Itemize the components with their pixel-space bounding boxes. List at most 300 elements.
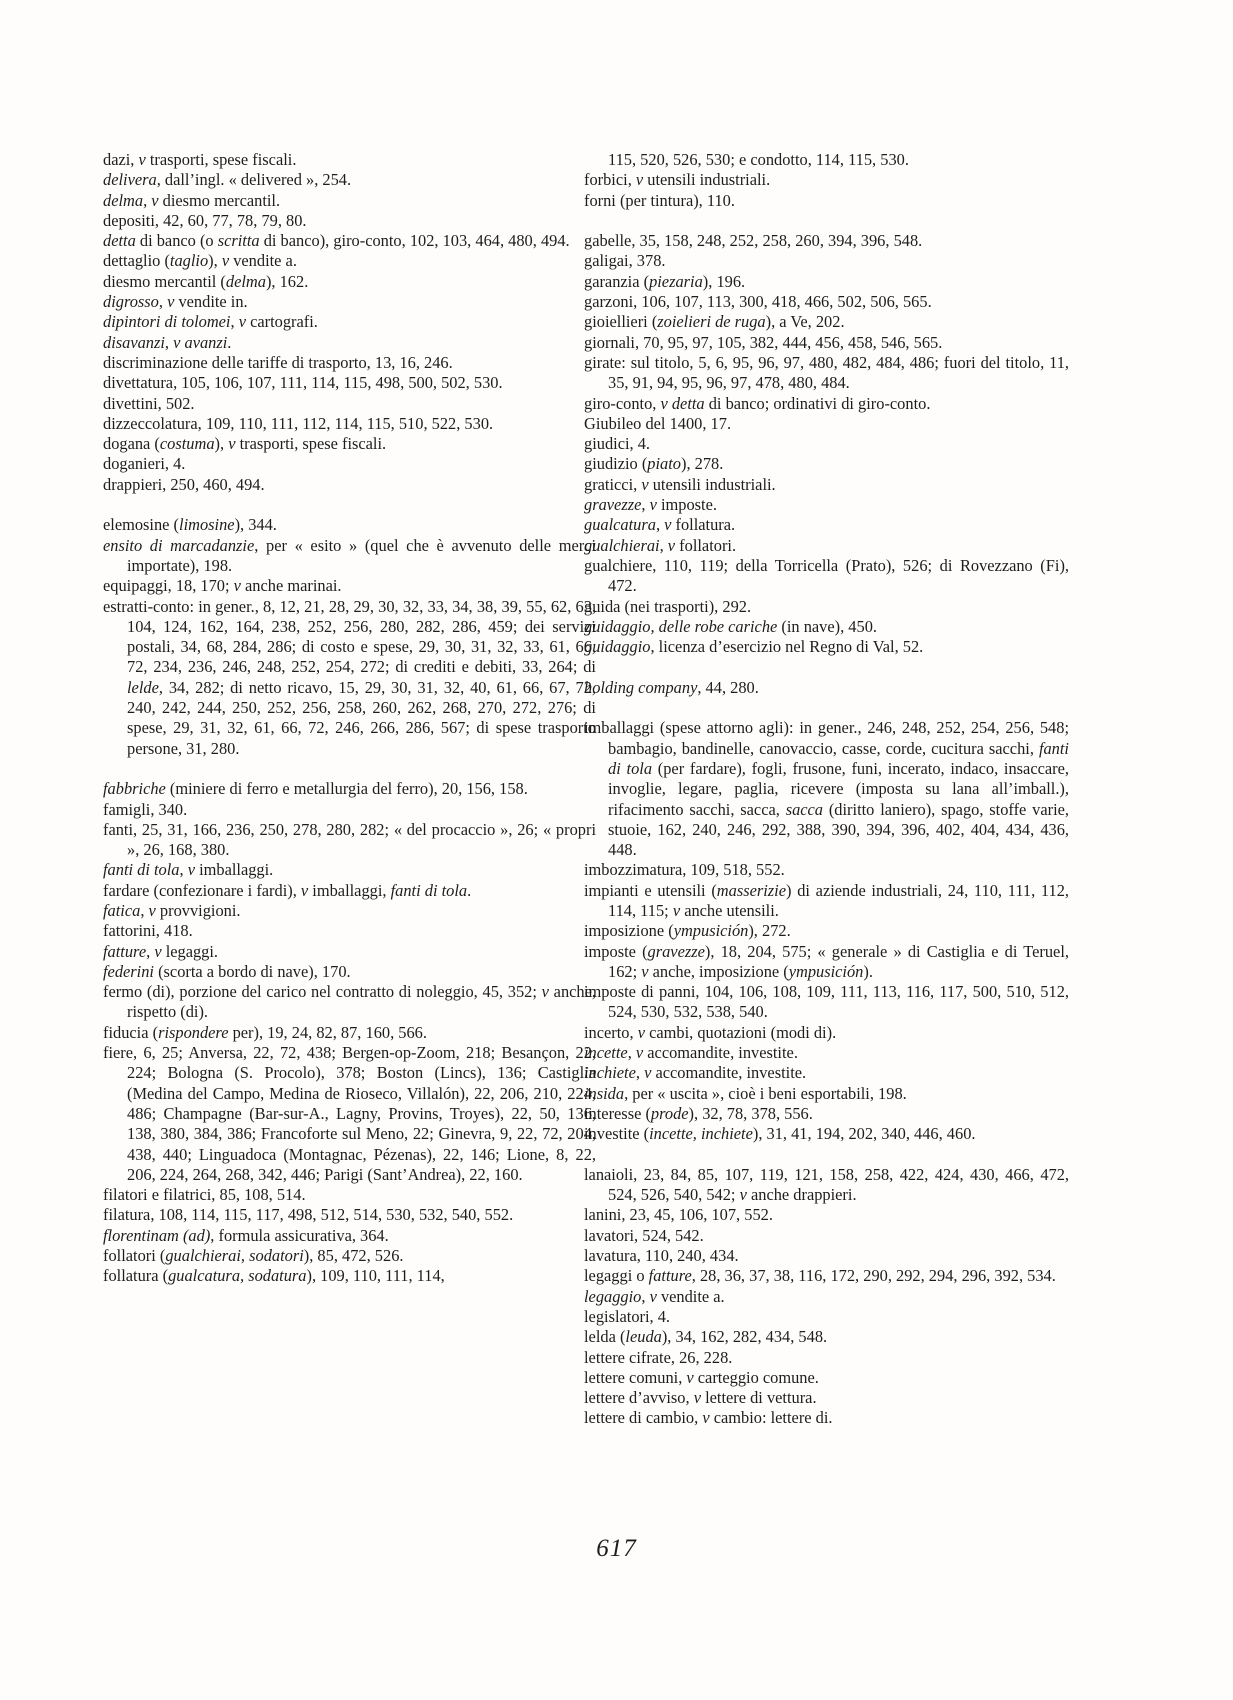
index-entry: [584, 1063, 1069, 1083]
italic-term: v: [641, 961, 649, 981]
entry-text: lavatura, 110, 240, 434.: [584, 1246, 739, 1266]
continued-entry: 115, 520, 526, 530; e condotto, 114, 115, 530.: [608, 150, 909, 169]
italic-term: gualcatura: [584, 515, 656, 535]
index-entry: [584, 1307, 1069, 1327]
entry-text: ,: [627, 1043, 636, 1063]
entry-text: filatori e filatrici, 85, 108, 514.: [103, 1185, 306, 1205]
entry-text: , per « esito » (quel che è avvenuto delle merci importate), 198.: [127, 535, 597, 575]
italic-term: v: [221, 251, 230, 271]
italic-term: gualchierai, sodatori: [165, 1246, 304, 1266]
entry-text: graticci,: [584, 474, 642, 494]
italic-term: v: [167, 292, 175, 312]
index-entry: [584, 921, 1069, 941]
italic-term: v: [228, 434, 236, 454]
entry-text: divettatura, 105, 106, 107, 111, 114, 115, 498, 500, 502, 530.: [103, 373, 503, 393]
entry-text: equipaggi, 18, 170;: [103, 576, 234, 596]
index-entry: [103, 800, 596, 820]
index-entry: [584, 454, 1069, 474]
index-entry: [584, 1205, 1069, 1225]
index-entry: [103, 962, 596, 982]
entry-text: fermo (di), porzione del carico nel contratto di noleggio, 45, 352;: [103, 982, 542, 1002]
entry-text: di banco (o: [135, 231, 218, 251]
italic-term: scritta: [217, 231, 260, 251]
index-entry: [103, 373, 596, 393]
entry-text: drappieri, 250, 460, 494.: [103, 474, 265, 494]
section-gap: [103, 759, 596, 779]
entry-text: lanaioli, 23, 84, 85, 107, 119, 121, 158, 258, 422, 424, 430, 466, 472, 524, 526, 540, 542;: [584, 1164, 1069, 1205]
entry-text: fiere, 6, 25; Anversa, 22, 72, 438; Bergen-op-Zoom, 218; Besançon, 22, 224; Bologna (S. Procolo), 378; Boston (Lincs), 136; Castiglia (Medina del Campo, Medina de Rioseco, Villalón), 22, 206, 210, 224, 486; Champagne (Bar-sur-A., Lagny, Provins, Troyes), 22, 50, 136, 138, 380, 384, 386; Francoforte sul Meno, 22; Ginevra, 9, 22, 72, 204, 438, 440; Linguadoca (Montagnac, Pézenas), 22, 146; Lione, 8, 22, 206, 224, 264, 268, 342, 446; Parigi (Sant’Andrea), 22, 160.: [103, 1043, 596, 1184]
index-entry: [103, 170, 596, 190]
index-entry: [103, 901, 596, 921]
entry-text: trasporti, spese fiscali.: [145, 150, 297, 169]
italic-term: v: [238, 312, 246, 332]
entry-text: anche, rispetto (di).: [127, 982, 596, 1022]
index-entry: [584, 942, 1069, 983]
italic-term: v: [300, 880, 309, 900]
index-entry: [584, 597, 1069, 617]
index-entry: [584, 982, 1069, 1023]
italic-term: limosine: [179, 515, 235, 535]
entry-text: giornali, 70, 95, 97, 105, 382, 444, 456, 458, 546, 565.: [584, 332, 943, 352]
entry-text: ,: [635, 1063, 645, 1083]
entry-text: anche marinai.: [240, 576, 342, 596]
entry-text: ), 85, 472, 526.: [303, 1246, 404, 1266]
index-entry: [584, 292, 1069, 312]
entry-text: gabelle, 35, 158, 248, 252, 258, 260, 394, 396, 548.: [584, 231, 923, 251]
index-entry: [584, 637, 1069, 657]
entry-text: , per « uscita », cioè i beni esportabili, 198.: [624, 1083, 907, 1103]
italic-term: masserizie: [716, 880, 787, 900]
index-entry: [103, 982, 596, 1023]
entry-text: fiducia (: [103, 1022, 159, 1042]
italic-term: v: [635, 170, 644, 190]
entry-text: diesmo mercantil (: [103, 271, 226, 291]
italic-term: ympusición: [788, 961, 864, 981]
index-entry: [103, 475, 596, 495]
index-entry: [103, 231, 596, 251]
index-entry: [103, 860, 596, 880]
italic-term: fatica: [103, 900, 141, 920]
italic-term: inchiete: [584, 1063, 636, 1083]
entry-text: ), 31, 41, 194, 202, 340, 446, 460.: [752, 1124, 976, 1144]
entry-text: ,: [230, 312, 239, 332]
italic-term: v: [637, 1022, 645, 1042]
italic-term: dipintori di tolomei: [103, 312, 231, 332]
index-entry: [584, 1388, 1069, 1408]
index-entry: [584, 881, 1069, 922]
entry-text: giudici, 4.: [584, 434, 651, 454]
entry-text: gualchiere, 110, 119; della Torricella (Prato), 526; di Rovezzano (Fi), 472.: [584, 555, 1069, 596]
italic-term: fatture: [103, 941, 147, 961]
italic-term: taglio: [169, 251, 209, 271]
italic-term: zoielieri de ruga: [657, 312, 766, 332]
italic-term: ensito di marcadanzie: [103, 535, 255, 555]
entry-text: imballaggi.: [194, 860, 274, 880]
entry-text: lettere di cambio,: [584, 1408, 703, 1428]
index-entry: [103, 333, 596, 353]
page-number: 617: [596, 1535, 637, 1562]
entry-text: fardare (confezionare i fardi),: [103, 880, 301, 900]
index-entry: [584, 860, 1069, 880]
italic-term: v: [187, 860, 195, 880]
index-entry: [103, 1266, 596, 1286]
entry-text: per), 19, 24, 82, 87, 160, 566.: [228, 1022, 427, 1042]
entry-text: .: [227, 332, 232, 352]
index-entry: [103, 1205, 596, 1225]
entry-text: ,: [641, 1286, 650, 1306]
entry-text: interesse (: [584, 1103, 651, 1123]
italic-term: guidaggio: [584, 637, 651, 657]
entry-text: (in nave), 450.: [777, 616, 877, 636]
index-entry: [103, 434, 596, 454]
italic-term: prode: [650, 1103, 689, 1123]
entry-text: di banco; ordinativi di giro-conto.: [704, 393, 931, 413]
index-entry: [103, 150, 596, 170]
entry-text: filatura, 108, 114, 115, 117, 498, 512, 514, 530, 532, 540, 552.: [103, 1205, 514, 1225]
index-entry: [584, 1226, 1069, 1246]
index-entry: [584, 556, 1069, 597]
index-entry: [103, 251, 596, 271]
italic-term: incette: [584, 1043, 628, 1063]
entry-text: , dall’ingl. « delivered », 254.: [156, 170, 352, 190]
entry-text: , 28, 36, 37, 38, 116, 172, 290, 292, 294, 296, 392, 534.: [691, 1266, 1056, 1286]
index-entry: [103, 1185, 596, 1205]
entry-text: (per fardare), fogli, frusone, funi, incerato, indaco, insaccare, invoglie, legare, paglia, ricevere (imposta su lana all’imball.), rifacimento sacchi, sacca,: [608, 758, 1069, 819]
entry-text: ,: [659, 535, 668, 555]
entry-text: girate: sul titolo, 5, 6, 95, 96, 97, 480, 482, 484, 486; fuori del titolo, 11, 35, 91, 94, 95, 96, 97, 478, 480, 484.: [584, 352, 1069, 393]
entry-text: ), 272.: [748, 921, 791, 941]
italic-term: v: [541, 982, 549, 1002]
italic-term: lelde: [127, 677, 159, 697]
entry-text: follatura.: [671, 515, 736, 535]
entry-text: ), 278.: [680, 454, 724, 474]
entry-text: follatura (: [103, 1266, 169, 1286]
section-gap: [584, 211, 1069, 231]
index-entry: [584, 617, 1069, 637]
italic-term: federini: [103, 961, 154, 981]
italic-term: v: [233, 576, 241, 596]
italic-term: delma: [225, 271, 266, 291]
entry-text: galigai, 378.: [584, 251, 666, 271]
entry-text: , 34, 282; di netto ricavo, 15, 29, 30, 31, 32, 40, 61, 66, 67, 72, 240, 242, 244, 250, 252, 256, 258, 260, 262, 268, 270, 272, 276; di spese, 29, 31, 32, 61, 66, 72, 246, 266, 286, 567; di spese trasporto persone, 31, 280.: [127, 677, 596, 758]
section-gap: [584, 657, 1069, 677]
index-entry: [584, 1104, 1069, 1124]
entry-text: lavatori, 524, 542.: [584, 1225, 704, 1245]
entry-text: lanini, 23, 45, 106, 107, 552.: [584, 1205, 773, 1225]
index-entry: [584, 1368, 1069, 1388]
entry-text: diesmo mercantil.: [158, 190, 281, 210]
entry-text: ,: [164, 332, 174, 352]
italic-term: ympusición: [673, 921, 749, 941]
entry-text: di banco), giro-conto, 102, 103, 464, 480, 494.: [259, 231, 570, 251]
entry-text: imposte di panni, 104, 106, 108, 109, 111, 113, 116, 117, 500, 510, 512, 524, 530, 532, 538, 540.: [584, 982, 1069, 1022]
italic-term: v: [739, 1185, 747, 1205]
entry-text: ,: [146, 941, 155, 961]
entry-text: doganieri, 4.: [103, 454, 186, 474]
italic-term: detta: [103, 231, 136, 251]
entry-text: follatori.: [675, 535, 737, 555]
entry-text: lelda (: [584, 1327, 626, 1347]
index-entry: [584, 191, 1069, 211]
entry-text: ), 162.: [265, 271, 309, 291]
index-entry: [103, 1226, 596, 1246]
index-entry: [103, 576, 596, 596]
italic-term: incette, inchiete: [649, 1124, 753, 1144]
index-entry: [103, 597, 596, 759]
index-entry: [584, 1287, 1069, 1307]
italic-term: sacca: [785, 799, 824, 819]
entry-text: (scorta a bordo di nave), 170.: [153, 961, 351, 981]
index-entry: [584, 312, 1069, 332]
index-entry: [103, 779, 596, 799]
index-entry: [103, 414, 596, 434]
index-entry: [103, 394, 596, 414]
italic-term: fabbriche: [103, 779, 166, 799]
entry-text: imposizione (: [584, 921, 674, 941]
entry-text: dizzeccolatura, 109, 110, 111, 112, 114, 115, 510, 522, 530.: [103, 413, 494, 433]
index-entry: [584, 678, 1069, 698]
italic-term: insida: [584, 1083, 625, 1103]
italic-term: disavanzi: [103, 332, 165, 352]
index-entry: [103, 292, 596, 312]
index-entry: [584, 170, 1069, 190]
entry-text: legislatori, 4.: [584, 1306, 671, 1326]
italic-term: v: [672, 900, 681, 920]
index-entry: [584, 1408, 1069, 1428]
entry-text: utensili industriali.: [648, 474, 776, 494]
entry-text: (miniere di ferro e metallurgia del ferro), 20, 156, 158.: [165, 779, 528, 799]
italic-term: guidaggio, delle robe cariche: [584, 616, 778, 636]
italic-term: legaggio: [584, 1286, 642, 1306]
entry-text: accomandite, investite.: [643, 1043, 798, 1063]
entry-text: accomandite, investite.: [651, 1063, 807, 1083]
entry-text: impianti e utensili (: [584, 880, 717, 900]
index-entry: [584, 434, 1069, 454]
entry-text: utensili industriali.: [643, 170, 771, 190]
entry-text: ), 34, 162, 282, 434, 548.: [661, 1327, 828, 1347]
index-entry: [584, 1348, 1069, 1368]
entry-text: Giubileo del 1400, 17.: [584, 413, 732, 433]
entry-text: ), 32, 78, 378, 556.: [688, 1103, 813, 1123]
italic-term: fanti di tola: [608, 738, 1069, 778]
italic-term: gualchierai: [584, 535, 660, 555]
index-entry: [584, 1327, 1069, 1347]
entry-text: anche, imposizione (: [648, 961, 789, 981]
italic-term: gravezze: [647, 941, 705, 961]
index-entry: [103, 191, 596, 211]
entry-text: anche drappieri.: [746, 1185, 857, 1205]
entry-text: cambi, quotazioni (modi di).: [644, 1022, 837, 1042]
italic-term: v: [151, 190, 159, 210]
entry-text: anche utensili.: [680, 900, 779, 920]
italic-term: piato: [647, 454, 681, 474]
entry-text: ), 109, 110, 111, 114,: [306, 1266, 445, 1286]
index-entry: [103, 272, 596, 292]
italic-term: rispondere: [158, 1022, 229, 1042]
section-gap: [584, 698, 1069, 718]
italic-term: v: [686, 1367, 694, 1387]
entry-text: vendite in.: [174, 292, 248, 312]
entry-text: ), 18, 204, 575; « generale » di Castiglia e di Teruel, 162;: [608, 941, 1069, 981]
index-entry: [584, 272, 1069, 292]
entry-text: follatori (: [103, 1246, 166, 1266]
index-entry: [103, 515, 596, 535]
index-entry: [584, 718, 1069, 860]
italic-term: v: [154, 941, 162, 961]
entry-text: legaggi o: [584, 1266, 649, 1286]
entry-text: lettere comuni,: [584, 1367, 687, 1387]
index-entry: [103, 1043, 596, 1185]
entry-text: fattorini, 418.: [103, 921, 193, 941]
entry-text: cambio: lettere di.: [709, 1408, 833, 1428]
entry-text: ).: [863, 961, 873, 981]
entry-text: provvigioni.: [155, 900, 241, 920]
italic-term: costuma: [159, 434, 215, 454]
italic-term: v detta: [660, 393, 705, 413]
entry-text: ),: [208, 251, 222, 271]
index-entry: [584, 515, 1069, 535]
entry-text: divettini, 502.: [103, 393, 195, 413]
entry-text: carteggio comune.: [693, 1367, 819, 1387]
index-entry: [584, 1043, 1069, 1063]
index-entry: [584, 394, 1069, 414]
index-entry: [584, 1084, 1069, 1104]
italic-term: v: [667, 535, 676, 555]
entry-text: incerto,: [584, 1022, 638, 1042]
entry-text: legaggi.: [161, 941, 219, 961]
entry-text: garzoni, 106, 107, 113, 300, 418, 466, 502, 506, 565.: [584, 292, 932, 312]
italic-term: gualcatura, sodatura: [168, 1266, 307, 1286]
entry-text: lettere cifrate, 26, 228.: [584, 1347, 733, 1367]
index-entry: [103, 353, 596, 373]
italic-term: gravezze: [584, 495, 642, 515]
index-entry: [103, 312, 596, 332]
entry-text: dazi,: [103, 150, 139, 169]
entry-text: imbozzimatura, 109, 518, 552.: [584, 860, 785, 880]
entry-text: trasporti, spese fiscali.: [235, 434, 387, 454]
italic-term: v: [138, 150, 146, 169]
entry-text: elemosine (: [103, 515, 180, 535]
entry-text: imballaggi,: [308, 880, 391, 900]
entry-text: ,: [641, 495, 650, 515]
italic-term: digrosso: [103, 292, 159, 312]
entry-text: imposte (: [584, 941, 648, 961]
entry-text: vendite a.: [656, 1286, 725, 1306]
index-entry: [103, 1023, 596, 1043]
entry-text: ), a Ve, 202.: [765, 312, 845, 332]
entry-text: ), 344.: [234, 515, 277, 535]
index-entry: [103, 820, 596, 861]
index-entry: [584, 231, 1069, 251]
section-gap: [584, 1145, 1069, 1165]
entry-text: famigli, 340.: [103, 799, 188, 819]
index-column-left: [103, 150, 596, 1287]
index-entry: [584, 1266, 1069, 1286]
index-entry: [584, 414, 1069, 434]
index-entry: [103, 921, 596, 941]
entry-text: ,: [655, 515, 665, 535]
italic-term: v: [649, 1286, 657, 1306]
italic-term: v: [664, 515, 672, 535]
index-entry: [103, 881, 596, 901]
entry-text: gioiellieri (: [584, 312, 658, 332]
entry-text: cartografi.: [245, 312, 318, 332]
entry-text: fanti, 25, 31, 166, 236, 250, 278, 280, 282; « del procaccio », 26; « propri », 26, 168, 380.: [103, 819, 596, 860]
italic-term: delivera: [103, 170, 157, 190]
entry-text: depositi, 42, 60, 77, 78, 79, 80.: [103, 210, 307, 230]
entry-text: dogana (: [103, 434, 160, 454]
index-entry: [103, 211, 596, 231]
entry-text: ),: [214, 434, 229, 454]
entry-text: , licenza d’esercizio nel Regno di Val, 52.: [650, 637, 924, 657]
entry-text: , 44, 280.: [697, 677, 759, 697]
italic-term: holding company: [584, 677, 698, 697]
entry-text: ,: [158, 292, 168, 312]
entry-text: imballaggi (spese attorno agli): in gener., 246, 248, 252, 254, 256, 548; bambagio, bandinelle, canovaccio, casse, corde, cucitura sacchi,: [584, 718, 1069, 758]
italic-term: piezaria: [649, 271, 703, 291]
index-entry: [584, 251, 1069, 271]
italic-term: v: [641, 474, 649, 494]
section-gap: [103, 495, 596, 515]
italic-term: florentinam (ad): [103, 1225, 211, 1245]
italic-term: v: [649, 495, 657, 515]
italic-term: leuda: [625, 1327, 662, 1347]
index-entry: [103, 454, 596, 474]
index-entry: [584, 1023, 1069, 1043]
italic-term: v: [635, 1043, 644, 1063]
entry-text: giudizio (: [584, 454, 648, 474]
index-entry: [103, 1246, 596, 1266]
entry-text: dettaglio (: [103, 251, 170, 271]
index-entry: [584, 333, 1069, 353]
index-entry: [103, 536, 596, 577]
entry-text: lettere d’avviso,: [584, 1388, 694, 1408]
entry-text: vendite a.: [229, 251, 297, 271]
entry-text: discriminazione delle tariffe di trasporto, 13, 16, 246.: [103, 352, 453, 372]
italic-term: v: [644, 1063, 652, 1083]
entry-text: giro-conto,: [584, 393, 661, 413]
italic-term: v: [693, 1388, 701, 1408]
italic-term: v avanzi: [173, 332, 228, 352]
entry-text: lettere di vettura.: [700, 1388, 817, 1408]
index-entry: [584, 353, 1069, 394]
index-entry: [103, 942, 596, 962]
index-entry: [584, 536, 1069, 556]
index-column-right: [584, 150, 1069, 1429]
italic-term: fatture: [648, 1266, 692, 1286]
index-entry: [584, 475, 1069, 495]
entry-text: imposte.: [656, 495, 717, 515]
entry-text: .: [467, 880, 472, 900]
entry-text: ,: [143, 190, 152, 210]
entry-text: guida (nei trasporti), 292.: [584, 596, 752, 616]
entry-text: , formula assicurativa, 364.: [210, 1225, 389, 1245]
entry-text: ,: [140, 900, 149, 920]
entry-text: garanzia (: [584, 271, 650, 291]
entry-text: forni (per tintura), 110.: [584, 190, 735, 210]
entry-text: ) di aziende industriali, 24, 110, 111, 112, 114, 115;: [608, 880, 1069, 920]
index-entry: [584, 495, 1069, 515]
italic-term: fanti di tola: [103, 860, 180, 880]
index-entry: [584, 1165, 1069, 1206]
italic-term: fanti di tola: [390, 880, 468, 900]
entry-text: ), 196.: [702, 271, 746, 291]
index-entry: [584, 1246, 1069, 1266]
entry-text: estratti-conto: in gener., 8, 12, 21, 28, 29, 30, 32, 33, 34, 38, 39, 55, 62, 63, 104, 124, 162, 164, 238, 252, 256, 280, 282, 286, 459; dei servizi postali, 34, 68, 284, 286; di costo e spese, 29, 30, 31, 32, 33, 61, 66, 72, 234, 236, 246, 248, 252, 254, 272; di crediti e debiti, 33, 264; di: [103, 596, 596, 677]
italic-term: delma: [103, 190, 144, 210]
entry-text: (diritto laniero), spago, stoffe varie, stuoie, 162, 240, 246, 292, 388, 390, 394, 396, 402, 404, 434, 436, 448.: [608, 799, 1069, 860]
entry-text: forbici,: [584, 170, 636, 190]
